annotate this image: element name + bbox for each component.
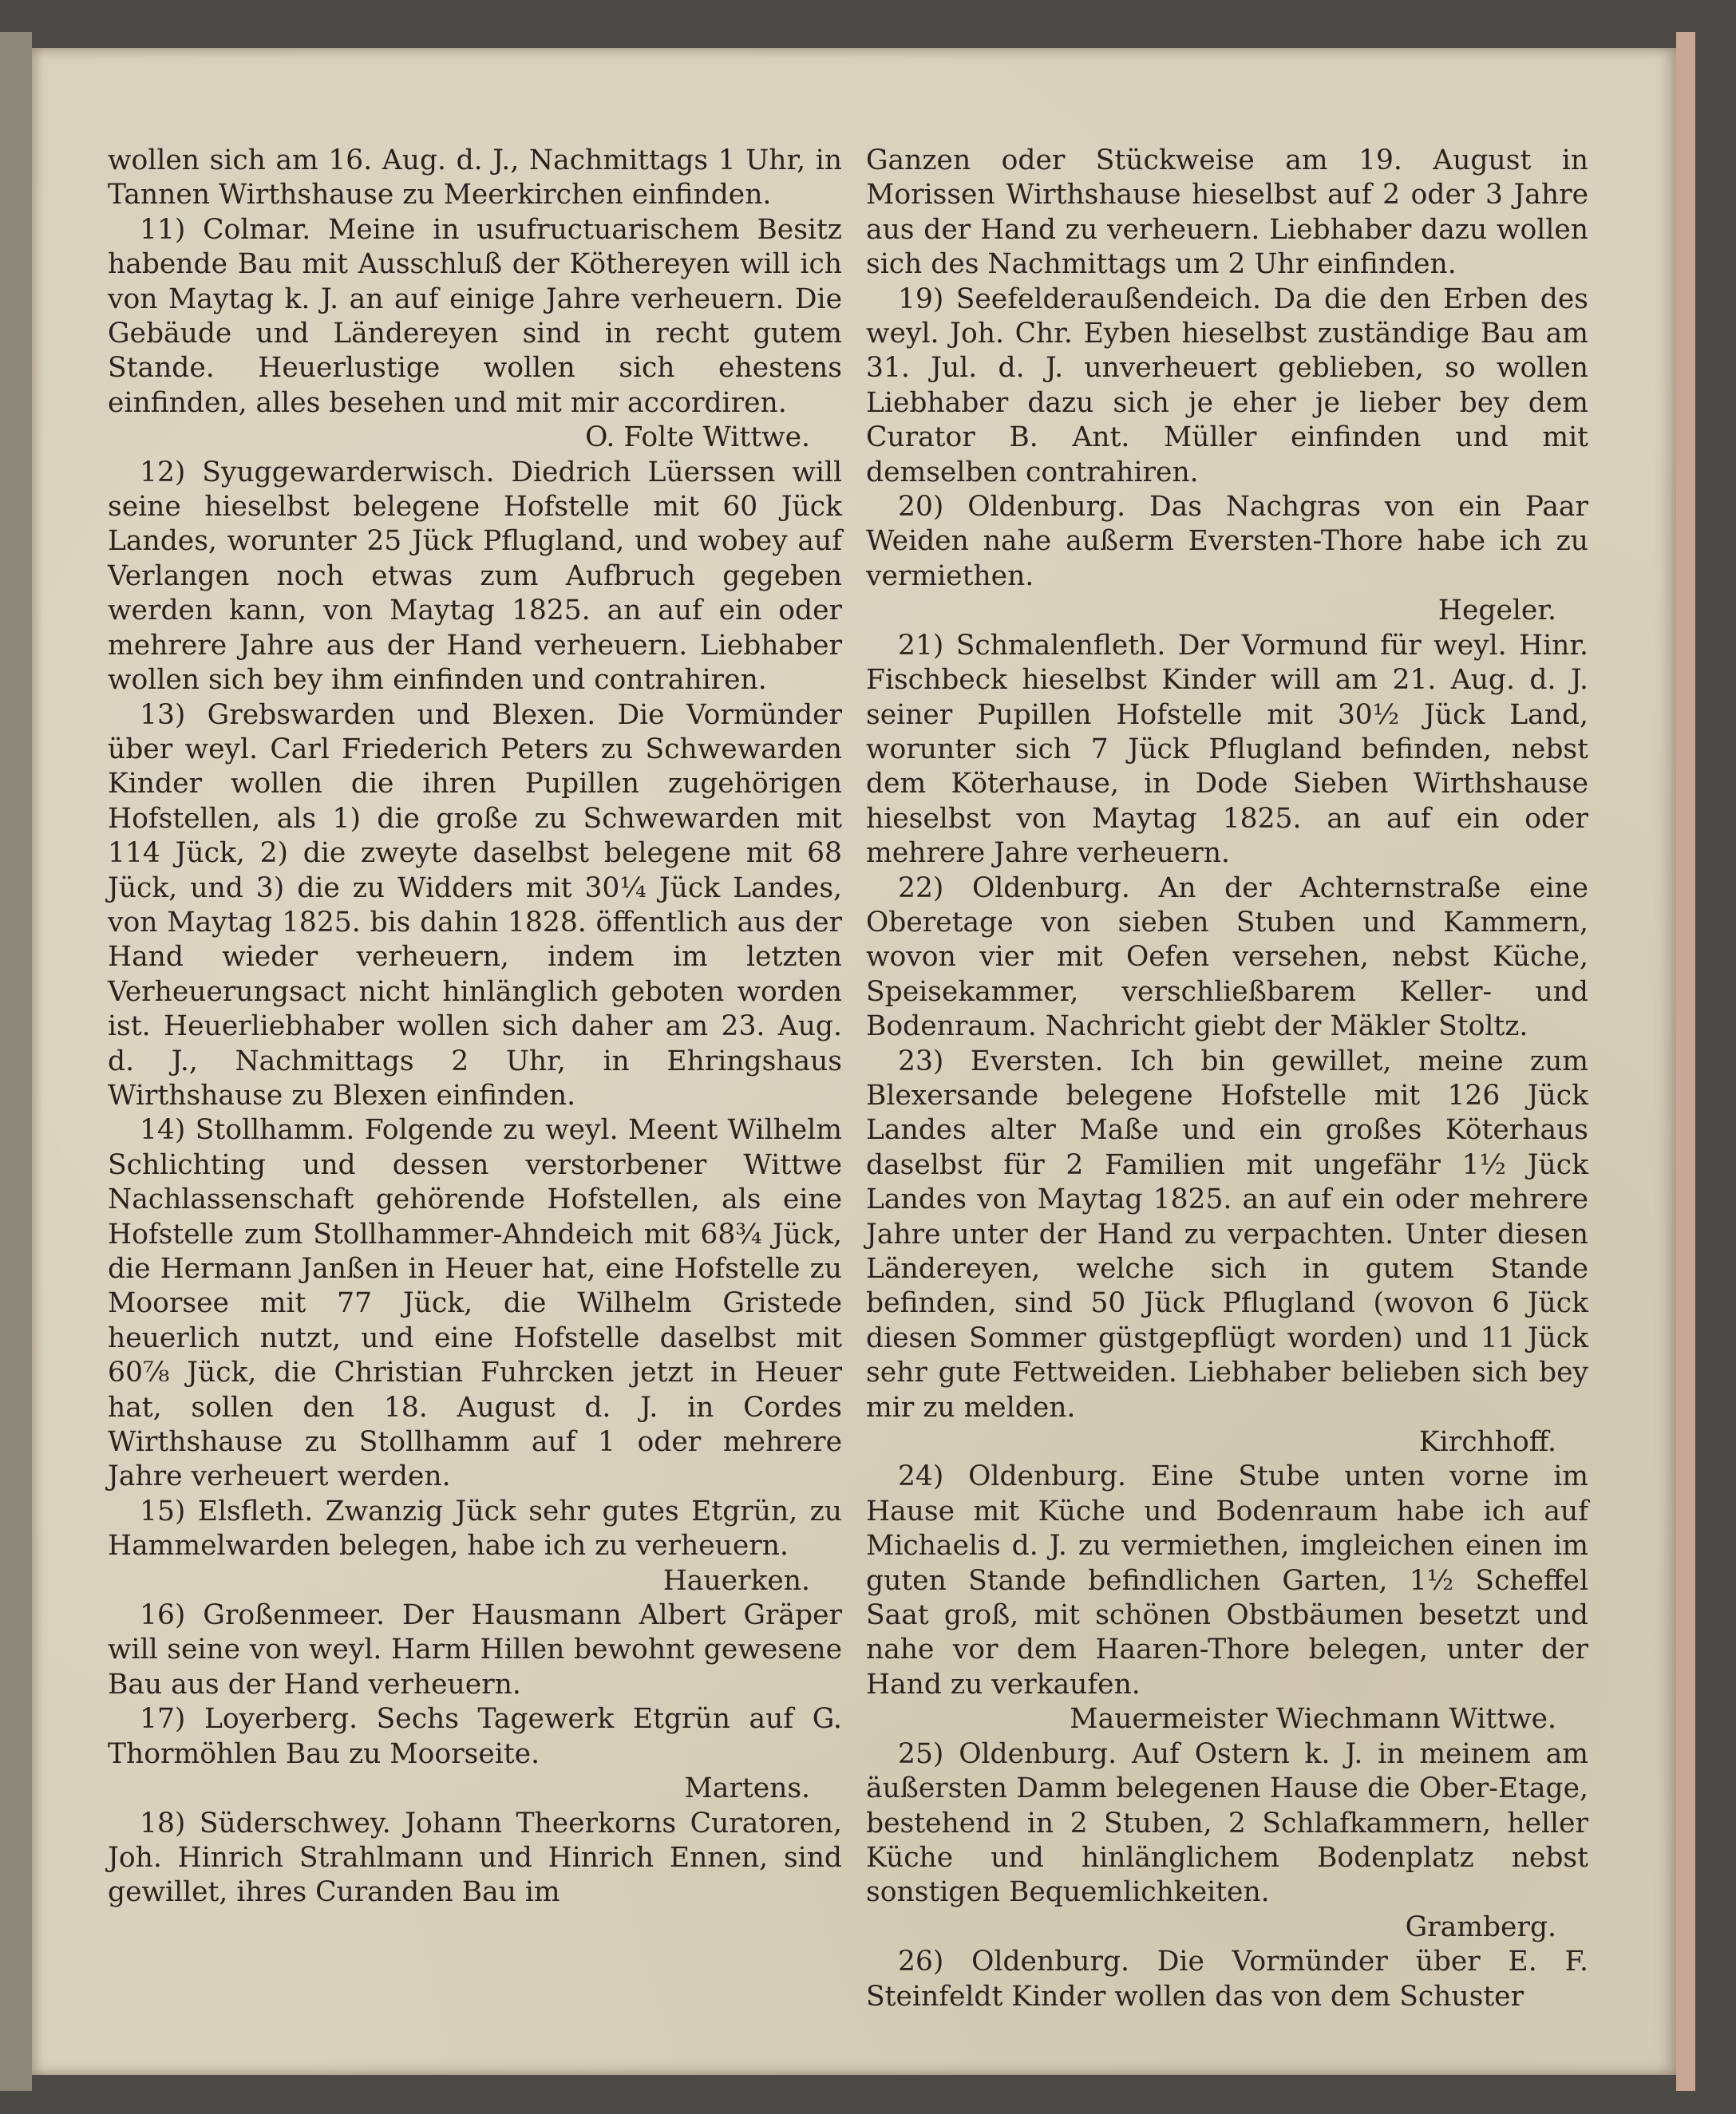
- right-column: [866, 144, 1588, 2014]
- right-paragraph: 22) Oldenburg. An der Achternstraße eine Oberetage von sieben Stuben und Kammern, wovon vier mit Oefen versehen, nebst Küche, Speisekammer, verschließbarem Keller- und Bodenraum. Nachricht giebt der Mäkler Stoltz.: [866, 871, 1588, 1043]
- right-paragraph: Gramberg.: [1405, 1911, 1556, 1943]
- right-paragraph: Kirchhoff.: [1418, 1426, 1556, 1459]
- left-paragraph: Martens.: [684, 1772, 810, 1805]
- left-column: [108, 144, 842, 1911]
- right-paragraph: 25) Oldenburg. Auf Ostern k. J. in meinem am äußersten Damm belegenen Hause die Ober-Etage, bestehend in 2 Stuben, 2 Schlafkammern, heller Küche und hinlänglichem Bodenplatz nebst sonstigen Bequemlichkeiten.: [866, 1737, 1588, 1909]
- right-paragraph: 26) Oldenburg. Die Vormünder über E. F. Steinfeldt Kinder wollen das von dem Schuster: [866, 1946, 1588, 2013]
- page-edge: [1676, 32, 1695, 2091]
- right-paragraph: 19) Seefelderaußendeich. Da die den Erben des weyl. Joh. Chr. Eyben hieselbst zuständige Bau am 31. Jul. d. J. unverheuert geblieben, so wollen Liebhaber dazu sich je eher je lieber bey dem Curator B. Ant. Müller einfinden und mit demselben contrahiren.: [866, 283, 1588, 488]
- left-paragraph: 17) Loyerberg. Sechs Tagewerk Etgrün auf G. Thormöhlen Bau zu Moorseite.: [108, 1703, 842, 1770]
- left-paragraph: 13) Grebswarden und Blexen. Die Vormünder über weyl. Carl Friederich Peters zu Schwewarden Kinder wollen die ihren Pupillen zugehörigen Hofstellen, als 1) die große zu Schwewarden mit 114 Jück, 2) die zweyte daselbst belegene mit 68 Jück, und 3) die zu Widders mit 30¼ Jück Landes, von Maytag 1825. bis dahin 1828. öffentlich aus der Hand wieder verheuern, indem im letzten Verheuerungsact nicht hinlänglich geboten worden ist. Heuerliebhaber wollen sich daher am 23. Aug. d. J., Nachmittags 2 Uhr, in Ehringshaus Wirthshause zu Blexen einfinden.: [108, 698, 842, 1112]
- left-paragraph: 14) Stollhamm. Folgende zu weyl. Meent Wilhelm Schlichting und dessen verstorbener Wittwe Nachlassenschaft gehörende Hofstellen, als eine Hofstelle zum Stollhammer-Ahndeich mit 68¾ Jück, die Hermann Janßen in Heuer hat, eine Hofstelle zu Moorsee mit 77 Jück, die Wilhelm Gristede heuerlich nutzt, und eine Hofstelle daselbst mit 60⅞ Jück, die Christian Fuhrcken jetzt in Heuer hat, sollen den 18. August d. J. in Cordes Wirthshause zu Stollhamm auf 1 oder mehrere Jahre verheuert werden.: [108, 1114, 842, 1493]
- right-paragraph: Ganzen oder Stückweise am 19. August in Morissen Wirthshause hieselbst auf 2 oder 3 Jahre aus der Hand zu verheuern. Liebhaber dazu wollen sich des Nachmittags um 2 Uhr einfinden.: [866, 144, 1588, 281]
- right-paragraph: 24) Oldenburg. Eine Stube unten vorne im Hause mit Küche und Bodenraum habe ich auf Michaelis d. J. zu vermiethen, imgleichen einen im guten Stande befindlichen Garten, 1½ Scheffel Saat groß, mit schönen Obstbäumen besetzt und nahe vor dem Haaren-Thore belegen, unter der Hand zu verkaufen.: [866, 1460, 1588, 1701]
- left-paragraph: O. Folte Wittwe.: [585, 421, 810, 454]
- right-paragraph: 21) Schmalenfleth. Der Vormund für weyl. Hinr. Fischbeck hieselbst Kinder will am 21. Aug. d. J. seiner Pupillen Hofstelle mit 30½ Jück Land, worunter sich 7 Jück Pflugland befinden, nebst dem Köterhause, in Dode Sieben Wirthshause hieselbst von Maytag 1825. an auf ein oder mehrere Jahre verheuern.: [866, 629, 1588, 870]
- right-paragraph: 23) Eversten. Ich bin gewillet, meine zum Blexersande belegene Hofstelle mit 126 Jück Landes alter Maße und ein großes Köterhaus daselbst für 2 Familien mit ungefähr 1½ Jück Landes von Maytag 1825. an auf ein oder mehrere Jahre unter der Hand zu verpachten. Unter diesen Ländereyen, welche sich in gutem Stande befinden, sind 50 Jück Pflugland (wovon 6 Jück diesen Sommer güstgepflügt worden) und 11 Jück sehr gute Fettweiden. Liebhaber belieben sich bey mir zu melden.: [866, 1045, 1588, 1424]
- left-paragraph: 16) Großenmeer. Der Hausmann Albert Gräper will seine von weyl. Harm Hillen bewohnt gewesene Bau aus der Hand verheuern.: [108, 1599, 842, 1701]
- book-gutter: [0, 32, 32, 2091]
- right-paragraph: Hegeler.: [1437, 595, 1556, 627]
- right-paragraph: Mauermeister Wiechmann Wittwe.: [1070, 1703, 1556, 1736]
- left-paragraph: Hauerken.: [662, 1564, 810, 1597]
- left-paragraph: 12) Syuggewarderwisch. Diedrich Lüerssen will seine hieselbst belegene Hofstelle mit 60 Jück Landes, worunter 25 Jück Pflugland, und wobey auf Verlangen noch etwas zum Aufbruch gegeben werden kann, von Maytag 1825. an auf ein oder mehrere Jahre aus der Hand verheuern. Liebhaber wollen sich bey ihm einfinden und contrahiren.: [108, 456, 842, 697]
- document-page: [32, 48, 1676, 2075]
- left-paragraph: 18) Süderschwey. Johann Theerkorns Curatoren, Joh. Hinrich Strahlmann und Hinrich Ennen, sind gewillet, ihres Curanden Bau im: [108, 1807, 842, 1909]
- left-paragraph: 11) Colmar. Meine in usufructuarischem Besitz habende Bau mit Ausschluß der Köthereyen will ich von Maytag k. J. an auf einige Jahre verheuern. Die Gebäude und Ländereyen sind in recht gutem Stande. Heuerlustige wollen sich ehestens einfinden, alles besehen und mit mir accordiren.: [108, 213, 842, 419]
- left-paragraph: 15) Elsfleth. Zwanzig Jück sehr gutes Etgrün, zu Hammelwarden belegen, habe ich zu verheuern.: [108, 1495, 842, 1563]
- left-paragraph: wollen sich am 16. Aug. d. J., Nachmittags 1 Uhr, in Tannen Wirthshause zu Meerkirchen einfinden.: [108, 144, 842, 211]
- right-paragraph: 20) Oldenburg. Das Nachgras von ein Paar Weiden nahe außerm Eversten-Thore habe ich zu vermiethen.: [866, 491, 1588, 592]
